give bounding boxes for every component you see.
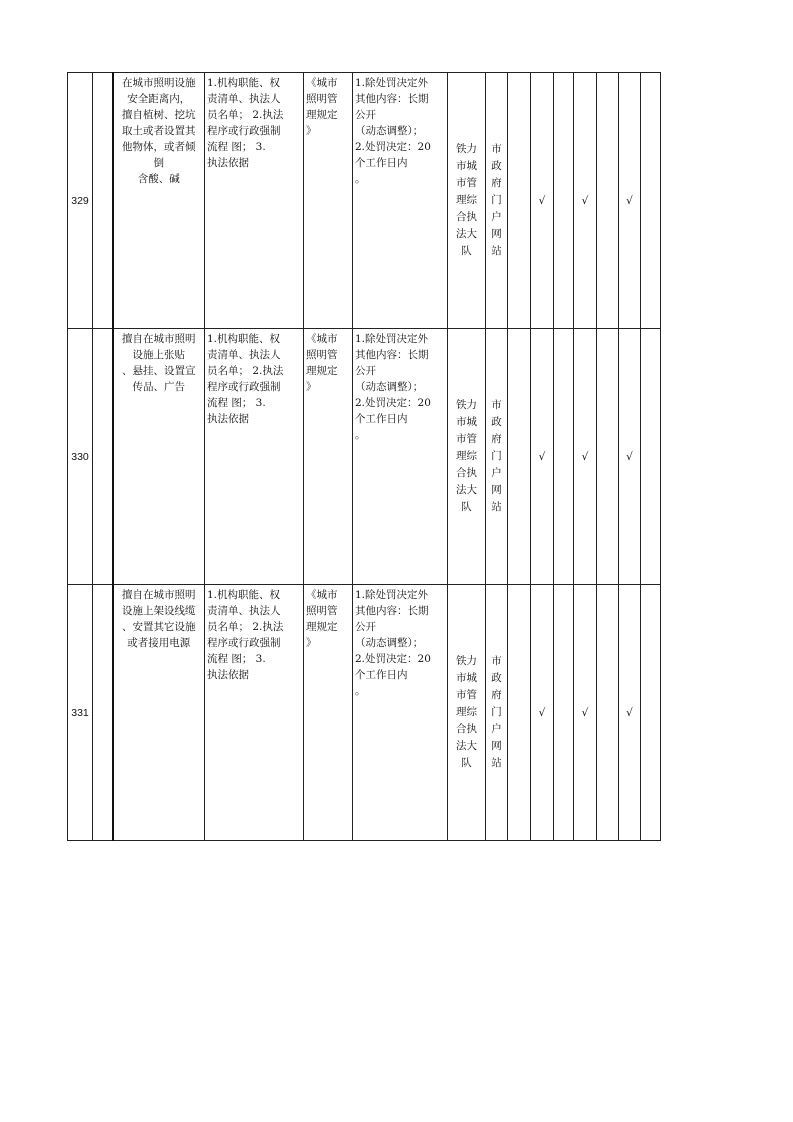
subject-char: 法大 xyxy=(456,228,477,240)
channel-char: 站 xyxy=(491,757,502,769)
table-row xyxy=(68,73,661,329)
subject-char: 铁力 xyxy=(456,143,477,155)
matter-line: 倒 xyxy=(153,157,164,169)
channel-char: 政 xyxy=(491,672,502,684)
check-cell xyxy=(619,329,641,585)
basis-line: 理规定 xyxy=(306,109,338,121)
subject-char: 市管 xyxy=(456,689,477,701)
checkmark-icon: √ xyxy=(581,194,589,207)
spacer-cell xyxy=(93,73,113,329)
row-number-cell xyxy=(68,329,93,585)
row-number: 330 xyxy=(71,450,89,463)
subject-char: 队 xyxy=(461,757,472,769)
check-cell xyxy=(508,329,531,585)
channel-char: 市 xyxy=(491,399,502,411)
check-cell xyxy=(554,329,574,585)
period-line: 公开 xyxy=(355,365,376,377)
table-row xyxy=(68,329,661,585)
matter-line: 擅自在城市照明 xyxy=(122,333,196,345)
period-line: （动态调整）； xyxy=(355,637,424,649)
subject-char: 市城 xyxy=(456,672,477,684)
subject-char: 合执 xyxy=(456,211,477,223)
period-line: 1.除处罚决定外 xyxy=(355,333,429,345)
row-number: 331 xyxy=(71,706,89,719)
row-number: 329 xyxy=(71,194,89,207)
matter-line: 、悬挂、设置宣 xyxy=(122,365,196,377)
channel-char: 政 xyxy=(491,160,502,172)
table-body xyxy=(68,73,661,841)
scope-line: 执法依据 xyxy=(207,157,249,169)
basis-cell xyxy=(304,73,353,329)
period-cell xyxy=(353,329,448,585)
channel-cell xyxy=(486,585,508,841)
basis-line: 理规定 xyxy=(306,365,338,377)
scope-line: 执法依据 xyxy=(207,413,249,425)
check-cell xyxy=(597,73,619,329)
period-line: 其他内容：长期 xyxy=(355,93,429,105)
period-line: 2.处罚决定：20 xyxy=(355,397,431,409)
check-cell xyxy=(554,73,574,329)
check-cell xyxy=(574,73,597,329)
channel-char: 户 xyxy=(491,211,502,223)
subject-char: 法大 xyxy=(456,484,477,496)
subject-char: 市管 xyxy=(456,433,477,445)
channel-char: 门 xyxy=(491,450,502,462)
matter-line: 设施上架设线缆 xyxy=(122,605,196,617)
matter-line: 擅自在城市照明 xyxy=(122,589,196,601)
check-cell xyxy=(508,73,531,329)
subject-char: 铁力 xyxy=(456,655,477,667)
period-cell xyxy=(353,73,448,329)
scope-line: 流程 图； 3. xyxy=(207,141,266,153)
subject-cell xyxy=(448,585,486,841)
period-cell xyxy=(353,585,448,841)
subject-char-stack xyxy=(456,397,477,516)
channel-char: 门 xyxy=(491,194,502,206)
period-line: 1.除处罚决定外 xyxy=(355,77,429,89)
channel-cell xyxy=(486,329,508,585)
period-line: 公开 xyxy=(355,621,376,633)
check-cell xyxy=(641,585,661,841)
scope-cell xyxy=(205,329,304,585)
matter-cell xyxy=(113,73,205,329)
matter-line: 或者接用电源 xyxy=(127,637,191,649)
scope-cell xyxy=(205,73,304,329)
channel-char: 府 xyxy=(491,433,502,445)
scope-line: 程序或行政强制 xyxy=(207,125,281,137)
period-line: 。 xyxy=(355,429,366,441)
scope-line: 程序或行政强制 xyxy=(207,381,281,393)
matter-line: 他物体，或者倾 xyxy=(122,141,196,153)
subject-cell xyxy=(448,73,486,329)
check-cell xyxy=(619,73,641,329)
check-cell xyxy=(574,585,597,841)
basis-line: 照明管 xyxy=(306,93,338,105)
channel-cell xyxy=(486,73,508,329)
period-line: 其他内容：长期 xyxy=(355,605,429,617)
scope-line: 执法依据 xyxy=(207,669,249,681)
subject-char: 理综 xyxy=(456,194,477,206)
basis-line: 理规定 xyxy=(306,621,338,633)
period-line: （动态调整）； xyxy=(355,381,424,393)
subject-char: 铁力 xyxy=(456,399,477,411)
scope-line: 员名单； 2.执法 xyxy=(207,365,284,377)
row-number-cell xyxy=(68,73,93,329)
check-cell xyxy=(531,73,554,329)
scope-line: 员名单； 2.执法 xyxy=(207,109,284,121)
period-line: 个工作日内 xyxy=(355,157,408,169)
scope-cell xyxy=(205,585,304,841)
period-line: 2.处罚决定：20 xyxy=(355,653,431,665)
channel-char: 站 xyxy=(491,501,502,513)
period-line: 个工作日内 xyxy=(355,413,408,425)
check-cell xyxy=(597,585,619,841)
check-cell xyxy=(641,73,661,329)
scope-line: 程序或行政强制 xyxy=(207,637,281,649)
basis-line: 《城市 xyxy=(306,333,338,345)
matter-line: 、安置其它设施 xyxy=(122,621,196,633)
disclosure-table xyxy=(67,72,661,841)
matter-line: 安全距离内， xyxy=(127,93,191,105)
basis-line: 照明管 xyxy=(306,349,338,361)
checkmark-icon: √ xyxy=(626,706,633,719)
channel-char: 府 xyxy=(491,177,502,189)
period-line: （动态调整）； xyxy=(355,125,424,137)
check-cell xyxy=(508,585,531,841)
channel-char: 网 xyxy=(491,484,502,496)
scope-line: 1.机构职能、权 xyxy=(207,77,281,89)
spacer-cell xyxy=(93,329,113,585)
period-line: 。 xyxy=(355,685,366,697)
channel-char: 政 xyxy=(491,416,502,428)
matter-line: 取土或者设置其 xyxy=(122,125,196,137)
checkmark-icon: √ xyxy=(538,450,546,463)
matter-line: 含酸、碱 xyxy=(137,173,180,185)
checkmark-icon: √ xyxy=(581,450,589,463)
channel-char: 户 xyxy=(491,723,502,735)
period-line: 公开 xyxy=(355,109,376,121)
check-cell xyxy=(619,585,641,841)
checkmark-icon: √ xyxy=(538,194,546,207)
channel-char: 站 xyxy=(491,245,502,257)
checkmark-icon: √ xyxy=(538,706,546,719)
basis-line: 照明管 xyxy=(306,605,338,617)
subject-char: 理综 xyxy=(456,706,477,718)
channel-char: 门 xyxy=(491,706,502,718)
matter-line: 设施上张贴 xyxy=(132,349,185,361)
subject-char: 理综 xyxy=(456,450,477,462)
check-cell xyxy=(554,585,574,841)
channel-char-stack xyxy=(491,397,502,516)
period-line: 1.除处罚决定外 xyxy=(355,589,429,601)
checkmark-icon: √ xyxy=(626,194,633,207)
check-cell xyxy=(574,329,597,585)
subject-char: 合执 xyxy=(456,467,477,479)
basis-line: 《城市 xyxy=(306,589,338,601)
checkmark-icon: √ xyxy=(626,450,633,463)
scope-line: 责清单、执法人 xyxy=(207,605,281,617)
basis-cell xyxy=(304,585,353,841)
matter-line: 在城市照明设施 xyxy=(122,77,196,89)
channel-char: 户 xyxy=(491,467,502,479)
scope-line: 流程 图； 3. xyxy=(207,397,266,409)
period-line: 2.处罚决定：20 xyxy=(355,141,431,153)
period-line: 其他内容：长期 xyxy=(355,349,429,361)
scope-line: 责清单、执法人 xyxy=(207,349,281,361)
channel-char: 网 xyxy=(491,740,502,752)
check-cell xyxy=(641,329,661,585)
channel-char-stack xyxy=(491,141,502,260)
scope-line: 1.机构职能、权 xyxy=(207,589,281,601)
subject-cell xyxy=(448,329,486,585)
matter-cell xyxy=(113,585,205,841)
scope-line: 流程 图； 3. xyxy=(207,653,266,665)
subject-char: 队 xyxy=(461,245,472,257)
matter-line: 擅自植树、挖坑 xyxy=(122,109,196,121)
checkmark-icon: √ xyxy=(581,706,589,719)
matter-cell xyxy=(113,329,205,585)
matter-line: 传品、广告 xyxy=(132,381,185,393)
scope-line: 员名单； 2.执法 xyxy=(207,621,284,633)
subject-char: 市城 xyxy=(456,416,477,428)
scope-line: 1.机构职能、权 xyxy=(207,333,281,345)
spacer-cell xyxy=(93,585,113,841)
subject-char: 市管 xyxy=(456,177,477,189)
subject-char: 法大 xyxy=(456,740,477,752)
row-number-cell xyxy=(68,585,93,841)
basis-line: 》 xyxy=(306,381,317,393)
subject-char: 队 xyxy=(461,501,472,513)
scope-line: 责清单、执法人 xyxy=(207,93,281,105)
channel-char: 网 xyxy=(491,228,502,240)
basis-line: 》 xyxy=(306,125,317,137)
basis-cell xyxy=(304,329,353,585)
check-cell xyxy=(531,329,554,585)
table-row xyxy=(68,585,661,841)
channel-char: 市 xyxy=(491,143,502,155)
channel-char: 市 xyxy=(491,655,502,667)
check-cell xyxy=(531,585,554,841)
subject-char-stack xyxy=(456,141,477,260)
subject-char: 合执 xyxy=(456,723,477,735)
subject-char: 市城 xyxy=(456,160,477,172)
period-line: 。 xyxy=(355,173,366,185)
basis-line: 《城市 xyxy=(306,77,338,89)
period-line: 个工作日内 xyxy=(355,669,408,681)
channel-char: 府 xyxy=(491,689,502,701)
channel-char-stack xyxy=(491,653,502,772)
check-cell xyxy=(597,329,619,585)
basis-line: 》 xyxy=(306,637,317,649)
subject-char-stack xyxy=(456,653,477,772)
